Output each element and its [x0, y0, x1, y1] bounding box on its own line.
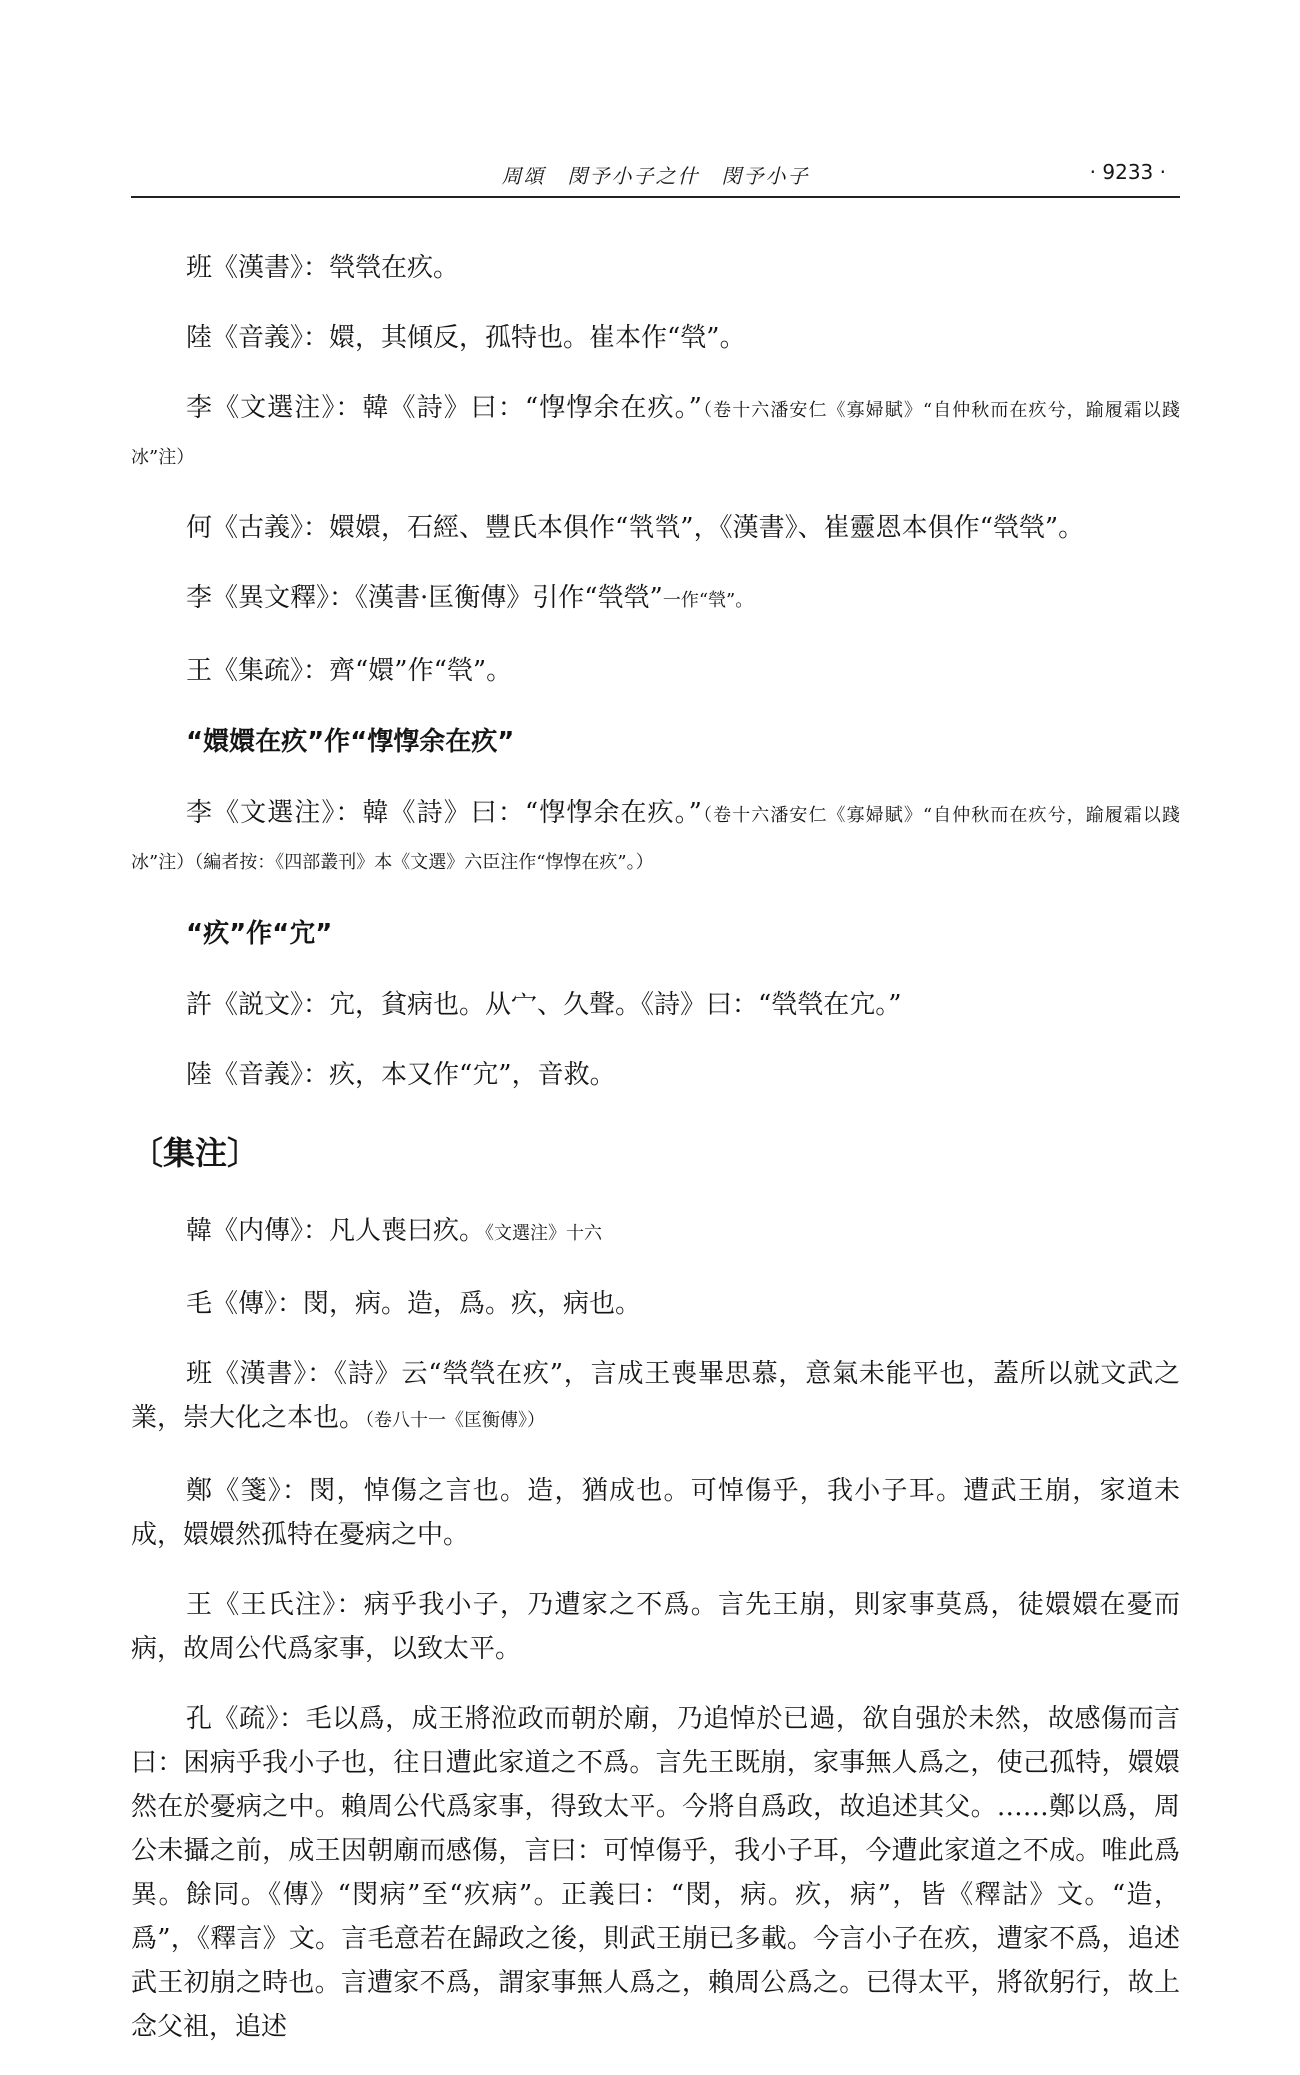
- paragraph: 李《文選注》：韓《詩》曰：“惸惸余在疚。”（卷十六潘安仁《寡婦賦》“自仲秋而在疚兮，踰履霜以踐冰”注）（編者按：《四部叢刊》本《文選》六臣注作“惸惸在疚”。）: [131, 798, 1180, 873]
- inline-note: 《文選注》十六: [485, 1223, 603, 1244]
- paragraph: 鄭《箋》：閔，悼傷之言也。造，猶成也。可悼傷乎，我小子耳。遭武王崩，家道未成，嬛嬛然孤特在憂病之中。: [131, 1476, 1180, 1550]
- paragraph: 許《説文》：宂，貧病也。从宀、久聲。《詩》曰：“煢煢在宂。”: [186, 990, 902, 1020]
- paragraph: 王《王氏注》：病乎我小子，乃遭家之不爲。言先王崩，則家事莫爲，徒嬛嬛在憂而病，故周公代爲家事，以致太平。: [131, 1590, 1180, 1664]
- paragraph: 陸《音義》：疚，本又作“宂”，音救。: [186, 1060, 616, 1090]
- page-body: [131, 220, 1180, 2075]
- variant-heading: “嬛嬛在疚”作“惸惸余在疚”: [186, 727, 515, 757]
- inline-note: （卷八十一《匡衡傳》）: [365, 1410, 546, 1431]
- paragraph: 陸《音義》：嬛，其傾反，孤特也。崔本作“煢”。: [186, 323, 746, 353]
- paragraph: 李《異文釋》：《漢書·匡衡傳》引作“煢煢”一作“煢”。: [186, 583, 754, 613]
- paragraph: 何《古義》：嬛嬛，石經、豐氏本俱作“㷀㷀”，《漢書》、崔靈恩本俱作“煢煢”。: [186, 513, 1085, 543]
- inline-note: （卷十六潘安仁《寡婦賦》“自仲秋而在疚兮，踰履霜以踐冰”注）: [131, 400, 1180, 468]
- section-title: 〔集注〕: [131, 1134, 260, 1172]
- paragraph: 班《漢書》：煢煢在疚。: [186, 253, 460, 283]
- inline-note: 一作“煢”。: [662, 590, 754, 611]
- page-header: [131, 150, 1180, 198]
- paragraph: 毛《傳》：閔，病。造，爲。疚，病也。: [186, 1289, 642, 1319]
- paragraph: 李《文選注》：韓《詩》曰：“惸惸余在疚。”（卷十六潘安仁《寡婦賦》“自仲秋而在疚兮，踰履霜以踐冰”注）: [131, 393, 1180, 468]
- paragraph: 孔《疏》：毛以爲，成王將涖政而朝於廟，乃追悼於已過，欲自强於未然，故感傷而言曰：困病乎我小子也，往日遭此家道之不爲。言先王既崩，家事無人爲之，使己孤特，嬛嬛然在於憂病之中。賴周公代爲家事，得致太平。今將自爲政，故追述其父。……鄭以爲，周公未攝之前，成王因朝廟而感傷，言曰：可悼傷乎，我小子耳，今遭此家道之不成。唯此爲異。餘同。《傳》“閔病”至“疚病”。正義曰：“閔，病。疚，病”，皆《釋詁》文。“造，爲”，《釋言》文。言毛意若在歸政之後，則武王崩已多載。今言小子在疚，遭家不爲，追述武王初崩之時也。言遭家不爲，謂家事無人爲之，賴周公爲之。已得太平，將欲躬行，故上念父祖，追述: [131, 1704, 1180, 2042]
- paragraph: 班《漢書》：《詩》云“煢煢在疚”，言成王喪畢思慕，意氣未能平也，蓋所以就文武之業，崇大化之本也。（卷八十一《匡衡傳》）: [131, 1359, 1180, 1433]
- inline-note: （卷十六潘安仁《寡婦賦》“自仲秋而在疚兮，踰履霜以踐冰”注）（編者按：《四部叢刊》本《文選》六臣注作“惸惸在疚”。）: [131, 805, 1180, 873]
- paragraph: 韓《内傳》：凡人喪曰疚。《文選注》十六: [186, 1216, 603, 1246]
- paragraph: 王《集疏》：齊“嬛”作“煢”。: [186, 656, 513, 686]
- page-number: · 9233 ·: [1089, 160, 1166, 184]
- running-title: 周頌 閔予小子之什 閔予小子: [501, 164, 810, 188]
- variant-heading: “疚”作“宂”: [186, 919, 333, 949]
